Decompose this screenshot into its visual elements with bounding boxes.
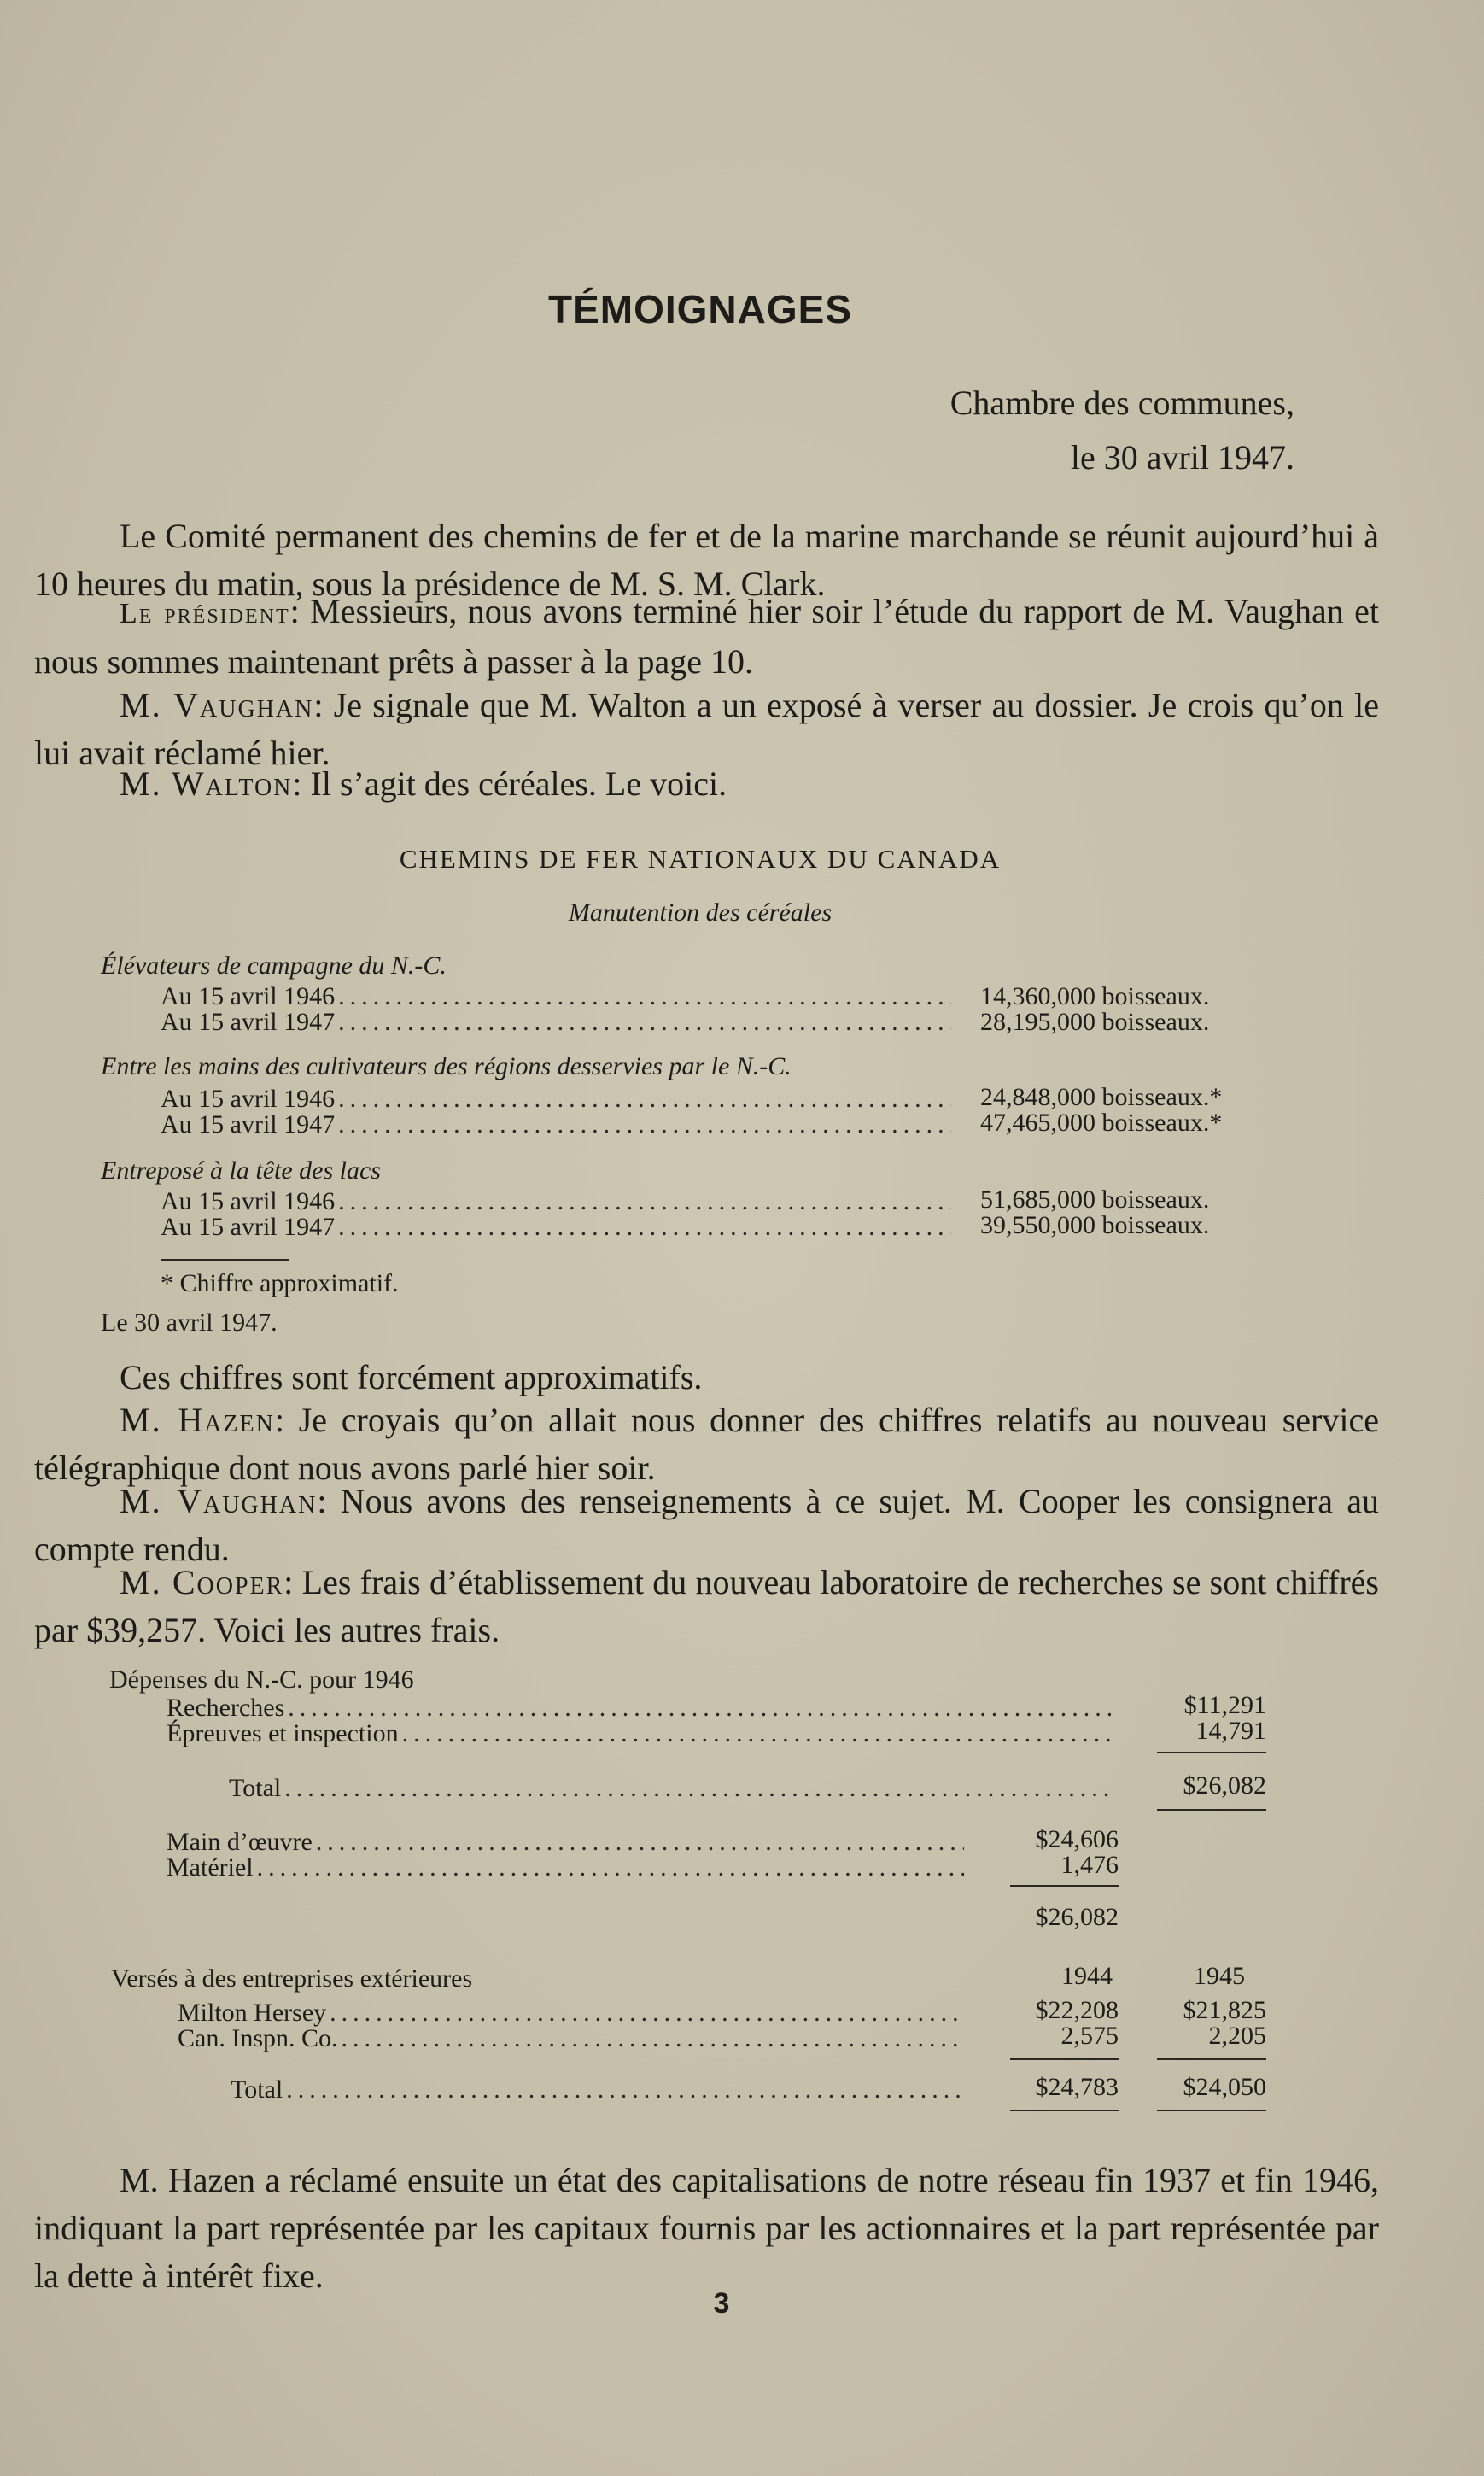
grain-value: 51,685,000 boisseaux. <box>980 1185 1210 1214</box>
expense-value: 2,205 <box>1208 2022 1266 2050</box>
grain-row: Au 15 avril 1947 ..... <box>161 1008 955 1037</box>
expense-value: $11,291 <box>1183 1691 1266 1719</box>
grain-row: Au 15 avril 1946 ..... <box>161 1187 955 1216</box>
intro-paragraph-2: Le président: Messieurs, nous avons terminé hier soir l’étude du rapport de M. Vaughan et nous sommes maintenant prêts à passer à la page 10. <box>34 592 1379 681</box>
middle-paragraph-1: Ces chiffres sont forcément approximatifs. <box>120 1358 703 1396</box>
grain-value: 24,848,000 boisseaux.* <box>980 1083 1223 1111</box>
middle-paragraph-3: M. Vaughan: Nous avons des renseignements à ce sujet. M. Cooper les consignera au compte rendu. <box>34 1482 1379 1568</box>
expense-value: 14,791 <box>1195 1717 1266 1745</box>
grain-row: Au 15 avril 1947 ..... <box>161 1213 955 1242</box>
expense-value: 1,476 <box>1060 1851 1119 1879</box>
expense-row: Can. Inspn. Co. ..... <box>178 2024 967 2053</box>
intro-paragraph-1: Le Comité permanent des chemins de fer et de la marine marchande se réunit aujourd’hui à 10 heures du matin, sous la présidence de M. S. M. Clark. <box>34 517 1379 603</box>
speaker-name: M. Vaughan <box>120 1482 318 1520</box>
expense-value: $24,606 <box>1035 1825 1119 1853</box>
expense-table-heading: Dépenses du N.-C. pour 1946 <box>109 1665 414 1694</box>
page-number: 3 <box>713 2287 730 2320</box>
total-rule <box>1010 2110 1119 2111</box>
closing-paragraph: M. Hazen a réclamé ensuite un état des capitalisations de notre réseau fin 1937 et fin 1946, indiquant la part représentée par les capitaux fournis par les actionnaires et la part représentée par la dette à intérêt fixe. <box>34 2161 1379 2295</box>
speaker-name: Le président <box>120 598 290 629</box>
speaker-name: M. Walton <box>120 764 293 803</box>
sum-rule <box>1010 1885 1119 1887</box>
expense-value: $24,783 <box>1035 2073 1119 2101</box>
speaker-name: M. Hazen <box>120 1401 275 1439</box>
expense-row: Matériel ..... <box>167 1853 967 1882</box>
expense-value: $22,208 <box>1035 1996 1119 2024</box>
grain-value: 28,195,000 boisseaux. <box>980 1008 1210 1036</box>
grain-row: Au 15 avril 1946 ..... <box>161 1085 955 1114</box>
outside-payments-label: Versés à des entreprises extérieures <box>111 1964 473 1993</box>
sum-rule <box>1157 2058 1266 2060</box>
grain-group-label: Entreposé à la tête des lacs <box>101 1156 381 1185</box>
sum-rule <box>1010 2058 1119 2060</box>
intro-paragraph-3: M. Vaughan: Je signale que M. Walton a un exposé à verser au dossier. Je crois qu’on le lui avait réclamé hier. <box>34 686 1379 772</box>
expense-row: Recherches ..... <box>167 1694 1114 1723</box>
middle-paragraph-2: M. Hazen: Je croyais qu’on allait nous donner des chiffres relatifs au nouveau service télégraphique dont nous avons parlé hier soir. <box>34 1401 1380 1487</box>
year-header: 1944 <box>1061 1962 1113 1990</box>
grain-table-heading: CHEMINS DE FER NATIONAUX DU CANADA <box>399 844 1002 874</box>
grain-table-subheading: Manutention des céréales <box>568 899 833 927</box>
expense-value: $21,825 <box>1183 1996 1266 2024</box>
grain-row: Au 15 avril 1946 ..... <box>161 982 955 1011</box>
expense-value: $26,082 <box>1183 1771 1266 1800</box>
total-rule <box>1157 1809 1266 1811</box>
expense-row: Total ..... <box>231 2075 967 2104</box>
sum-rule <box>1157 1752 1266 1753</box>
grain-row: Au 15 avril 1947 ..... <box>161 1110 955 1139</box>
grain-value: 14,360,000 boisseaux. <box>980 982 1210 1010</box>
expense-row: Total ..... <box>229 1774 1114 1803</box>
grain-group-label: Élévateurs de campagne du N.-C. <box>101 951 447 980</box>
page-title: TÉMOIGNAGES <box>547 287 853 331</box>
intro-paragraph-4: M. Walton: Il s’agit des céréales. Le voici. <box>120 764 727 803</box>
dateline-date: le 30 avril 1947. <box>1070 438 1294 477</box>
speaker-name: M. Cooper <box>120 1563 284 1601</box>
grain-value: 47,465,000 boisseaux.* <box>980 1109 1223 1137</box>
expense-value: $26,082 <box>1035 1903 1119 1931</box>
footnote: * Chiffre approximatif. <box>161 1269 399 1297</box>
total-rule <box>1157 2110 1266 2111</box>
grain-table-date: Le 30 avril 1947. <box>101 1308 278 1337</box>
year-header: 1945 <box>1194 1962 1245 1990</box>
expense-row: Épreuves et inspection ..... <box>167 1719 1114 1748</box>
expense-value: 2,575 <box>1060 2022 1119 2050</box>
expense-row: Milton Hersey ..... <box>178 1999 967 2028</box>
middle-paragraph-4: M. Cooper: Les frais d’établissement du nouveau laboratoire de recherches se sont chiffrés par $39,257. Voici les autres frais. <box>34 1563 1379 1649</box>
expense-row: Main d’œuvre ..... <box>167 1828 967 1857</box>
footnote-rule <box>161 1259 289 1261</box>
grain-value: 39,550,000 boisseaux. <box>980 1211 1210 1239</box>
dateline-place: Chambre des communes, <box>949 383 1294 422</box>
speaker-name: M. Vaughan <box>120 686 314 724</box>
grain-group-label: Entre les mains des cultivateurs des régions desservies par le N.-C. <box>101 1052 792 1080</box>
expense-value: $24,050 <box>1183 2073 1266 2101</box>
